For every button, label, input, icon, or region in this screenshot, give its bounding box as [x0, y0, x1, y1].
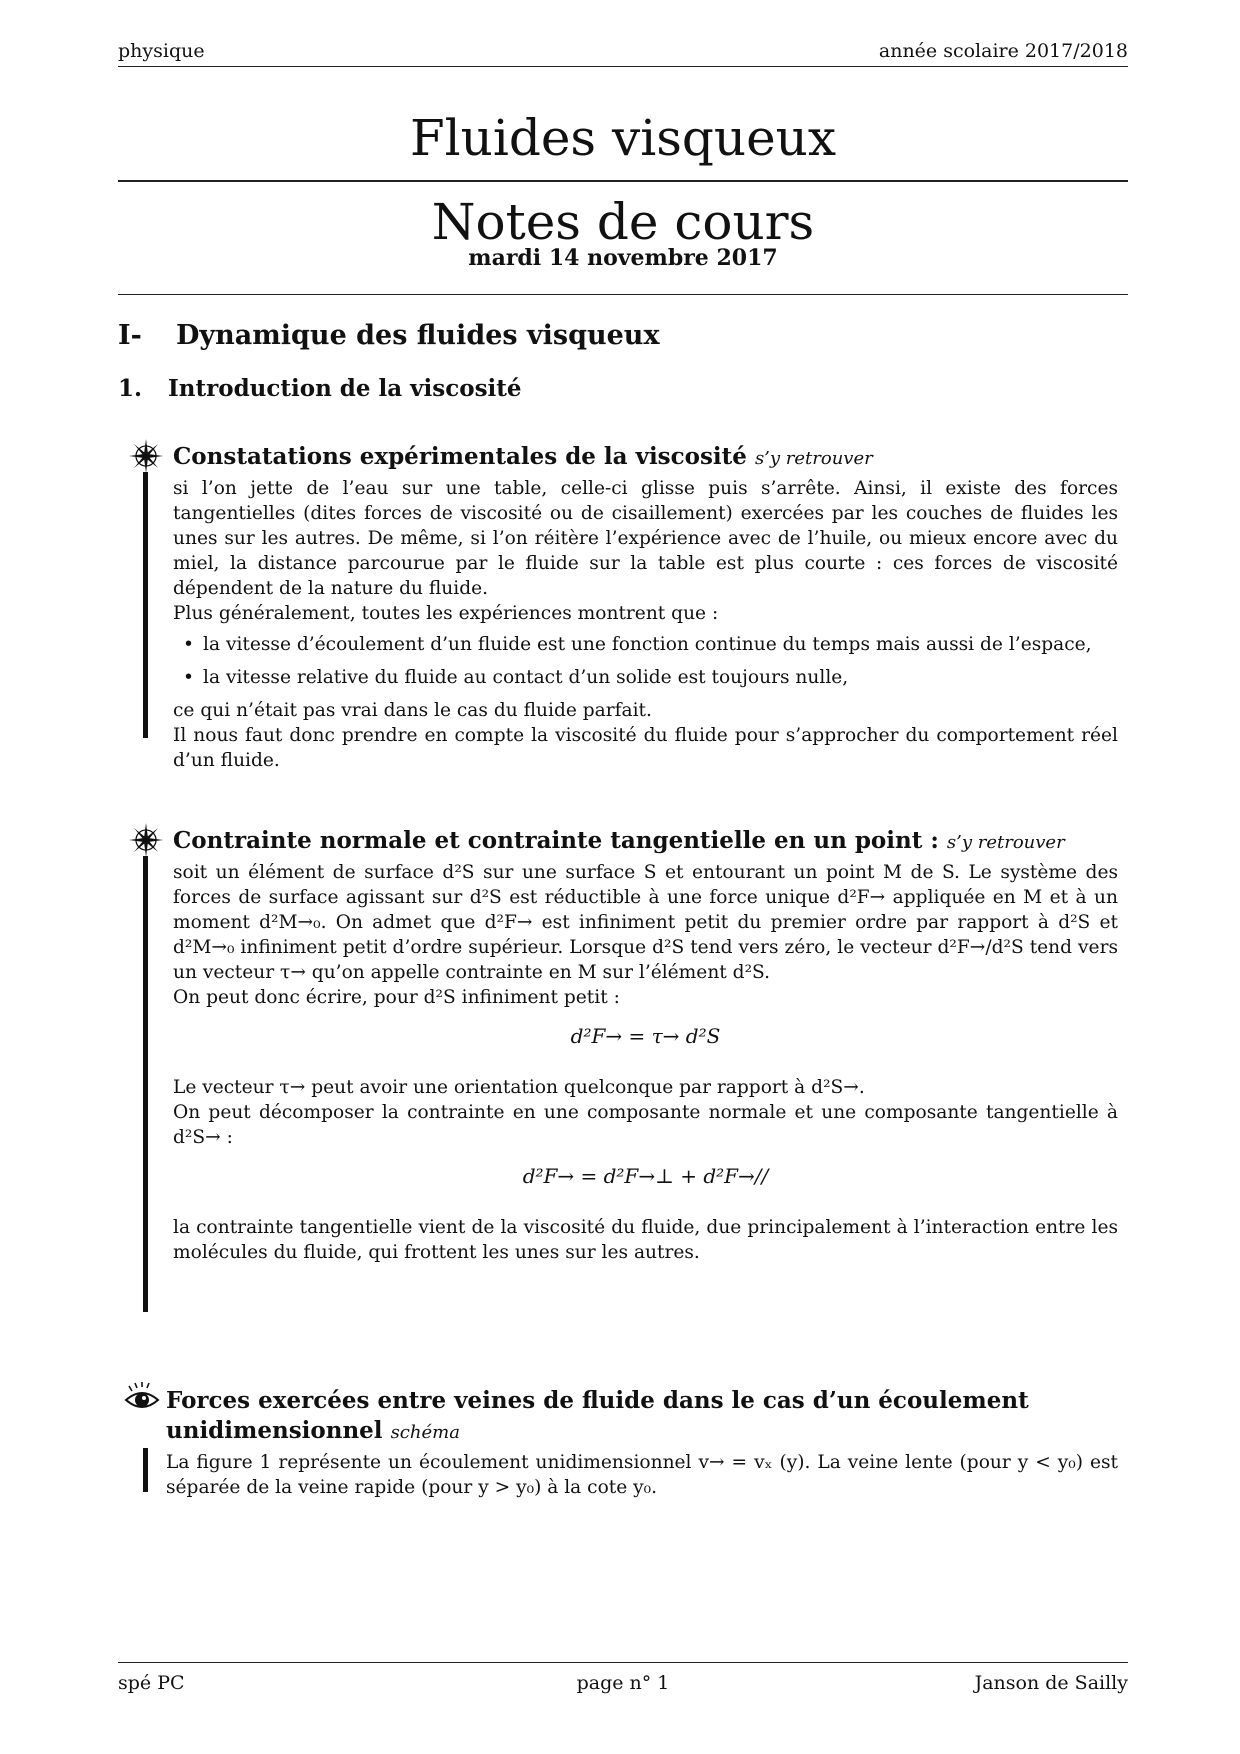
- footer-class: spé PC: [118, 1672, 185, 1694]
- section-heading: [118, 320, 660, 351]
- paragraph: On peut décomposer la contrainte en une composante normale et une composante tangentielle à d²S→ :: [173, 1102, 1118, 1148]
- block-forces-veines: [128, 1382, 1128, 1502]
- equation: d²F→ = τ→ d²S: [570, 1024, 721, 1048]
- document-title: Fluides visqueux: [409, 109, 837, 167]
- subsection-number: 1.: [118, 375, 143, 402]
- header-rule: [118, 66, 1128, 67]
- block-tag: schéma: [390, 1422, 460, 1443]
- block-tag: s’y retrouver: [754, 448, 873, 469]
- block-title: [166, 1386, 1128, 1448]
- section-number: I-: [118, 320, 142, 351]
- header-subject: physique: [118, 40, 205, 62]
- paragraph: ce qui n’était pas vrai dans le cas du fluide parfait.: [173, 700, 652, 721]
- title-rule: [118, 180, 1128, 182]
- block-tag: s’y retrouver: [946, 832, 1065, 853]
- paragraph: si l’on jette de l’eau sur une table, celle-ci glisse puis s’arrête. Ainsi, il existe des forces tangentielles (dites forces de viscosité ou de cisaillement) exercées par les couches de fluides les unes sur les autres. De même, si l’on réitère l’expérience avec de l’huile, ou mieux encore avec du miel, la distance parcourue par le fluide sur la table est plus courte : ces forces de viscosité dépendent de la nature du fluide.: [173, 478, 1118, 599]
- paragraph: soit un élément de surface d²S sur une surface S et entourant un point M de S. Le système des forces de surface agissant sur d²S est réductible à une force unique d²F→ appliquée en M et à un moment d²M→₀. On admet que d²F→ est infiniment petit du premier ordre par rapport à d²S et d²M→₀ infiniment petit d’ordre supérieur. Lorsque d²S tend vers zéro, le vecteur d²F→/d²S tend vers un vecteur τ→ qu’on appelle contrainte en M sur l’élément d²S.: [173, 862, 1118, 983]
- block-title-text: Constatations expérimentales de la viscosité: [173, 443, 747, 470]
- paragraph: Plus généralement, toutes les expériences montrent que :: [173, 603, 719, 624]
- block-bar: [143, 1448, 148, 1492]
- block-body: [166, 1450, 1118, 1500]
- block-bar: [143, 472, 148, 738]
- page-number: page n° 1: [576, 1672, 670, 1694]
- section-label: Dynamique des fluides visqueux: [176, 320, 660, 351]
- subsection-heading: [118, 375, 522, 402]
- block-contrainte: [128, 822, 1128, 1322]
- paragraph: Le vecteur τ→ peut avoir une orientation quelconque par rapport à d²S→.: [173, 1077, 865, 1098]
- compass-rose-icon: [128, 822, 164, 858]
- page: [118, 0, 1128, 1754]
- block-body: [173, 860, 1118, 1265]
- bullet-list: [173, 632, 1118, 690]
- running-header: [118, 40, 1128, 62]
- equation: d²F→ = d²F→⊥ + d²F→//: [522, 1164, 769, 1188]
- block-body: [173, 476, 1118, 773]
- block-constatations: [128, 438, 1128, 771]
- subsection-label: Introduction de la viscosité: [168, 375, 522, 402]
- block-title: [173, 826, 1128, 858]
- document-date: mardi 14 novembre 2017: [468, 245, 778, 271]
- block-bar: [143, 856, 148, 1312]
- block-title: [173, 442, 1128, 474]
- header-year: année scolaire 2017/2018: [878, 40, 1128, 62]
- list-item: • la vitesse d’écoulement d’un fluide est une fonction continue du temps mais aussi de l’espace,: [203, 632, 1118, 657]
- document-subtitle: Notes de cours: [431, 193, 815, 251]
- footer-school: Janson de Sailly: [974, 1672, 1128, 1694]
- block-title-text: Forces exercées entre veines de fluide dans le cas d’un écoulement unidimensionnel: [166, 1387, 1029, 1444]
- footer-rule: [118, 1662, 1128, 1663]
- paragraph: la contrainte tangentielle vient de la viscosité du fluide, due principalement à l’interaction entre les molécules du fluide, qui frottent les unes sur les autres.: [173, 1217, 1118, 1263]
- list-item: • la vitesse relative du fluide au contact d’un solide est toujours nulle,: [203, 665, 1118, 690]
- paragraph: On peut donc écrire, pour d²S infiniment petit :: [173, 987, 620, 1008]
- paragraph: La figure 1 représente un écoulement unidimensionnel v→ = vₓ (y). La veine lente (pour y < y₀) est séparée de la veine rapide (pour y > y₀) à la cote y₀.: [166, 1452, 1118, 1498]
- compass-rose-icon: [128, 438, 164, 474]
- paragraph: Il nous faut donc prendre en compte la viscosité du fluide pour s’approcher du comportement réel d’un fluide.: [173, 725, 1118, 771]
- date-rule: [118, 294, 1128, 295]
- eye-icon: [124, 1382, 160, 1418]
- block-title-text: Contrainte normale et contrainte tangentielle en un point :: [173, 827, 939, 854]
